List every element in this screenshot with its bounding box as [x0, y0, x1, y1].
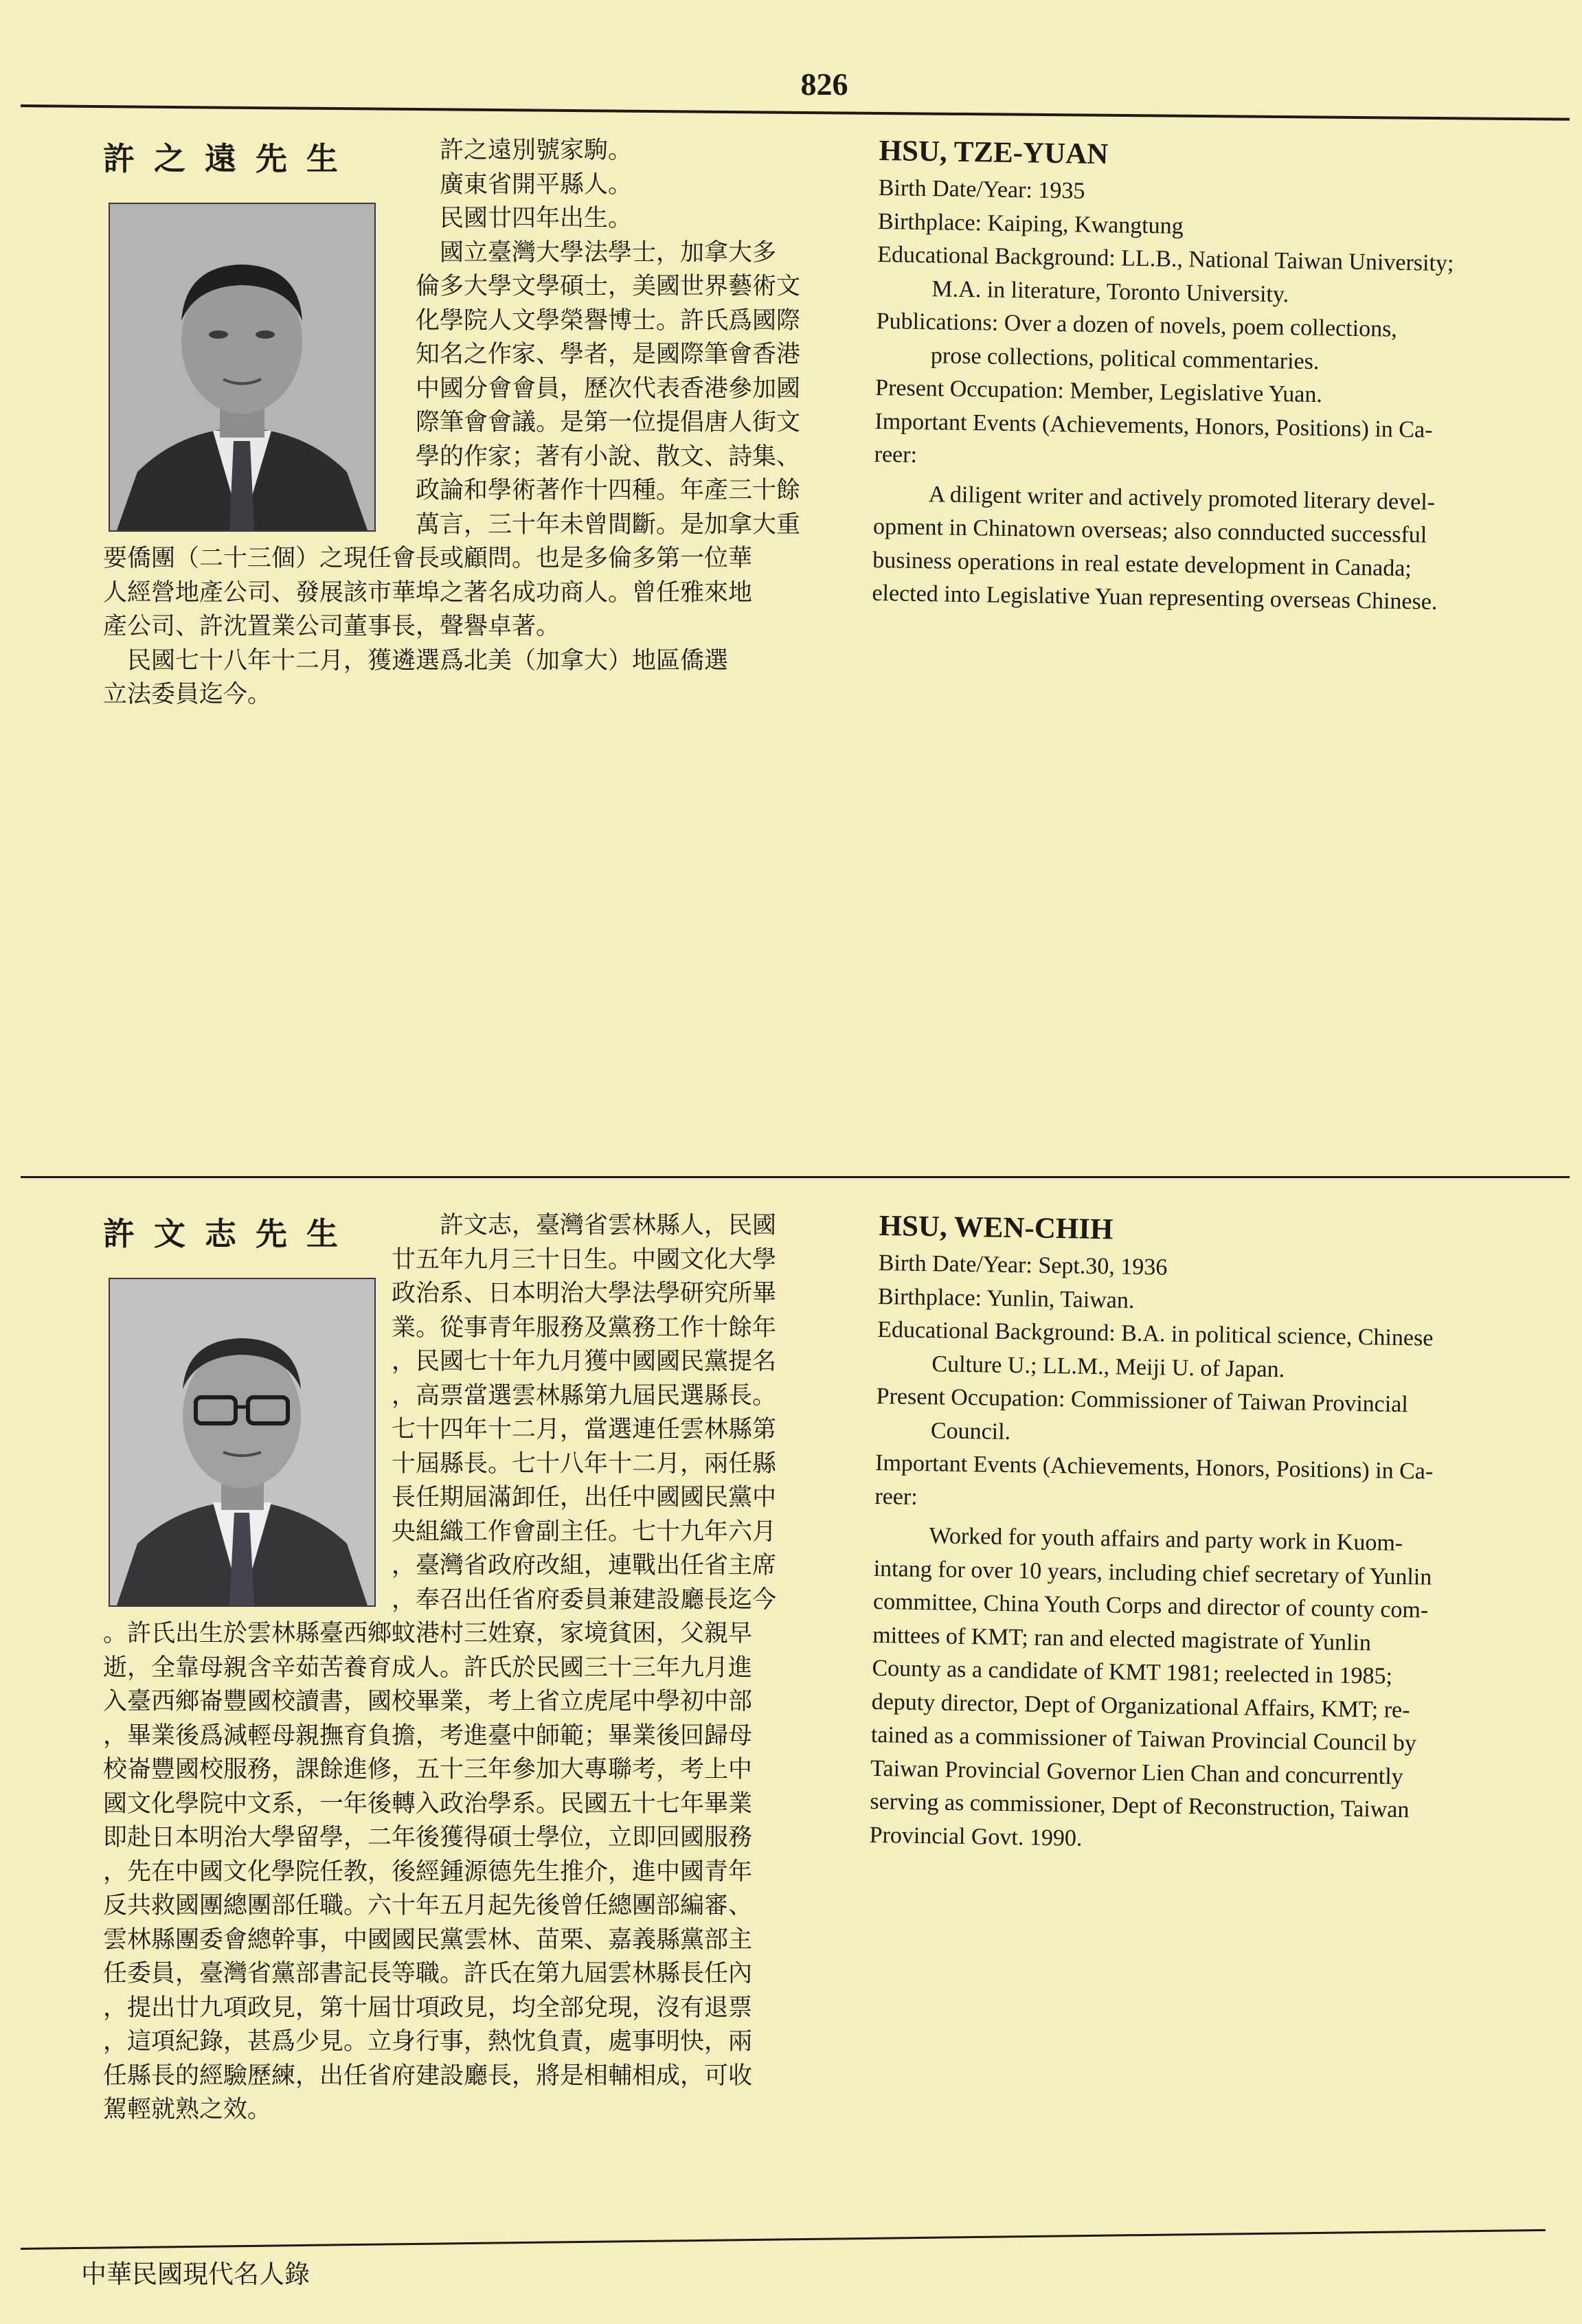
en-line: mittees of KMT; ran and elected magistrate of Yunlin	[872, 1622, 1372, 1656]
en-line: tained as a commissioner of Taiwan Provincial Council by	[870, 1722, 1417, 1757]
bio-line: 廿五年九月三十日生。中國文化大學	[392, 1245, 777, 1274]
bio-line: 立法委員迄今。	[103, 681, 272, 708]
en-line: M.A. in literature, Toronto University.	[931, 275, 1289, 307]
bio-line: ，提出廿九項政見，第十屆廿項政見，均全部兌現，沒有退票	[103, 1994, 753, 2022]
bio-line: 反共救國團總團部任職。六十年五月起先後曾任總團部編審、	[103, 1892, 753, 1919]
bio-line: 民國廿四年出生。	[440, 205, 633, 232]
bio-line: 入臺西鄉崙豐國校讀書，國校畢業，考上省立虎尾中學初中部	[103, 1688, 753, 1715]
en-line: Council.	[930, 1417, 1011, 1445]
bio-line: 雲林縣團委會總幹事，中國國民黨雲林、苗栗、嘉義縣黨部主	[103, 1926, 753, 1954]
en-line: Present Occupation: Member, Legislative Yuan.	[874, 374, 1323, 408]
en-line: deputy director, Dept of Organizational Affairs, KMT; re-	[871, 1689, 1410, 1723]
english-name-heading: HSU, WEN-CHIH	[879, 1209, 1114, 1246]
en-line: intang for over 10 years, including chief secretary of Yunlin	[873, 1555, 1432, 1590]
en-line: committee, China Youth Corps and director of county com-	[872, 1588, 1429, 1623]
bio-line: 廣東省開平縣人。	[440, 170, 633, 199]
en-line: Publications: Over a dozen of novels, poem collections,	[876, 308, 1398, 342]
en-line: A diligent writer and actively promoted literary devel-	[928, 481, 1436, 515]
en-line: opment in Chinatown overseas; also connducted successful	[872, 513, 1427, 548]
bio-line: ，先在中國文化學院任教，後經鍾源德先生推介，進中國青年	[103, 1858, 753, 1886]
chinese-biography-text	[103, 1209, 811, 2128]
en-line: Educational Background: B.A. in political science, Chinese	[877, 1316, 1434, 1351]
bio-line: 倫多大學文學碩士，美國世界藝術文	[416, 273, 801, 300]
en-line: Birthplace: Yunlin, Taiwan.	[877, 1283, 1135, 1313]
en-line: Birth Date/Year: Sept.30, 1936	[878, 1250, 1168, 1281]
section-divider	[21, 1176, 1570, 1178]
bio-line: 許之遠別號家駒。	[440, 137, 633, 164]
en-line: Provincial Govt. 1990.	[869, 1822, 1083, 1851]
en-line: elected into Legislative Yuan representing overseas Chinese.	[872, 580, 1438, 615]
en-line: business operations in real estate development in Canada;	[872, 547, 1412, 581]
bottom-rule	[21, 2229, 1546, 2250]
top-rule	[21, 104, 1570, 121]
bio-line: 任委員，臺灣省黨部書記長等職。許氏在第九屆雲林縣長任內	[103, 1960, 753, 1987]
bio-line: 人經營地產公司、發展該市華埠之著名成功商人。曾任雅來地	[103, 578, 753, 607]
bio-line: 學的作家；著有小說、散文、詩集、	[416, 442, 801, 471]
bio-line: 政治系、日本明治大學法學研究所畢	[392, 1280, 777, 1307]
bio-line: 知名之作家、學者，是國際筆會香港	[416, 341, 801, 368]
bio-line: 七十四年十二月，當選連任雲林縣第	[392, 1416, 777, 1443]
bio-line: 逝，全靠母親含辛茹苦養育成人。許氏於民國三十三年九月進	[103, 1654, 753, 1682]
bio-line: ，畢業後爲減輕母親撫育負擔，考進臺中師範；畢業後回歸母	[103, 1722, 753, 1750]
en-line: Important Events (Achievements, Honors, Positions) in Ca-	[874, 1449, 1434, 1485]
bio-line: 國立臺灣大學法學士，加拿大多	[440, 238, 777, 267]
bio-line: 業。從事青年服務及黨務工作十餘年	[392, 1313, 777, 1342]
en-line: Worked for youth affairs and party work in Kuom-	[929, 1523, 1403, 1557]
bio-line: 。許氏出生於雲林縣臺西鄉蚊港村三姓寮，家境貧困，父親早	[103, 1620, 753, 1647]
book-title-footer: 中華民國現代名人錄	[81, 2259, 310, 2289]
bio-line: 要僑團（二十三個）之現任會長或顧問。也是多倫多第一位華	[103, 545, 753, 572]
bio-line: 國文化學院中文系，一年後轉入政治學系。民國五十七年畢業	[103, 1790, 753, 1818]
bio-line: 萬言，三十年未曾間斷。是加拿大重	[416, 510, 801, 539]
en-line: County as a candidate of KMT 1981; reelected in 1985;	[872, 1655, 1393, 1689]
bio-line: 任縣長的經驗歷練，出任省府建設廳長，將是相輔相成，可收	[103, 2062, 753, 2090]
bio-line: 際筆會會議。是第一位提倡唐人街文	[416, 409, 801, 436]
bio-line: 政論和學術著作十四種。年產三十餘	[416, 477, 801, 504]
en-line: prose collections, political commentaries.	[930, 342, 1320, 374]
bio-line: 產公司、許沈置業公司董事長，聲譽卓著。	[103, 613, 561, 640]
bio-line: 中國分會會員，歷次代表香港參加國	[416, 374, 801, 403]
bio-line: 化學院人文學榮譽博士。許氏爲國際	[416, 306, 801, 335]
en-line: Present Occupation: Commissioner of Taiwan Provincial	[876, 1383, 1409, 1418]
en-line: reer:	[874, 1483, 918, 1510]
page-number: 826	[800, 67, 848, 102]
english-column	[872, 134, 1532, 620]
bio-line: 校崙豐國校服務，課餘進修，五十三年參加大專聯考，考上中	[103, 1756, 753, 1783]
bio-line: ，高票當選雲林縣第九屆民選縣長。	[392, 1381, 777, 1410]
bio-line: 民國七十八年十二月，獲遴選爲北美（加拿大）地區僑選	[127, 646, 729, 675]
bio-line: 央組織工作會副主任。七十九年六月	[392, 1518, 777, 1546]
en-line: Taiwan Provincial Governor Lien Chan and concurrently	[870, 1755, 1404, 1790]
bio-line: ，這項紀錄，甚爲少見。立身行事，熱忱負責，處事明快，兩	[103, 2028, 753, 2055]
en-line: reer:	[874, 441, 918, 468]
bio-line: 十屆縣長。七十八年十二月，兩任縣	[392, 1449, 777, 1478]
en-line: Birth Date/Year: 1935	[878, 174, 1085, 204]
en-line: serving as commissioner, Dept of Reconstruction, Taiwan	[870, 1788, 1410, 1823]
bio-line: ，奉召出任省府委員兼建設廳長迄今	[392, 1586, 777, 1614]
bio-line: ，民國七十年九月獲中國國民黨提名	[392, 1348, 777, 1375]
bio-line: 長任期屆滿卸任，出任中國國民黨中	[392, 1484, 777, 1511]
english-name-heading: HSU, TZE-YUAN	[879, 134, 1109, 171]
bio-line: 許文志，臺灣省雲林縣人，民國	[440, 1212, 777, 1239]
chinese-name-heading: 許文志先生	[103, 1215, 357, 1252]
bio-line: 即赴日本明治大學留學，二年後獲得碩士學位，立即回國服務	[103, 1824, 753, 1851]
bio-line: ，臺灣省政府改組，連戰出任省主席	[392, 1552, 777, 1579]
en-line: Educational Background: LL.B., National Taiwan University;	[877, 241, 1454, 277]
en-line: Important Events (Achievements, Honors, Positions) in Ca-	[874, 408, 1433, 443]
chinese-name-heading: 許之遠先生	[103, 140, 357, 177]
en-line: Birthplace: Kaiping, Kwangtung	[877, 208, 1184, 239]
english-column	[869, 1209, 1532, 1862]
chinese-biography-text	[103, 134, 811, 712]
bio-line: 駕輕就熟之效。	[103, 2096, 272, 2123]
en-line: Culture U.; LL.M., Meiji U. of Japan.	[931, 1351, 1285, 1382]
